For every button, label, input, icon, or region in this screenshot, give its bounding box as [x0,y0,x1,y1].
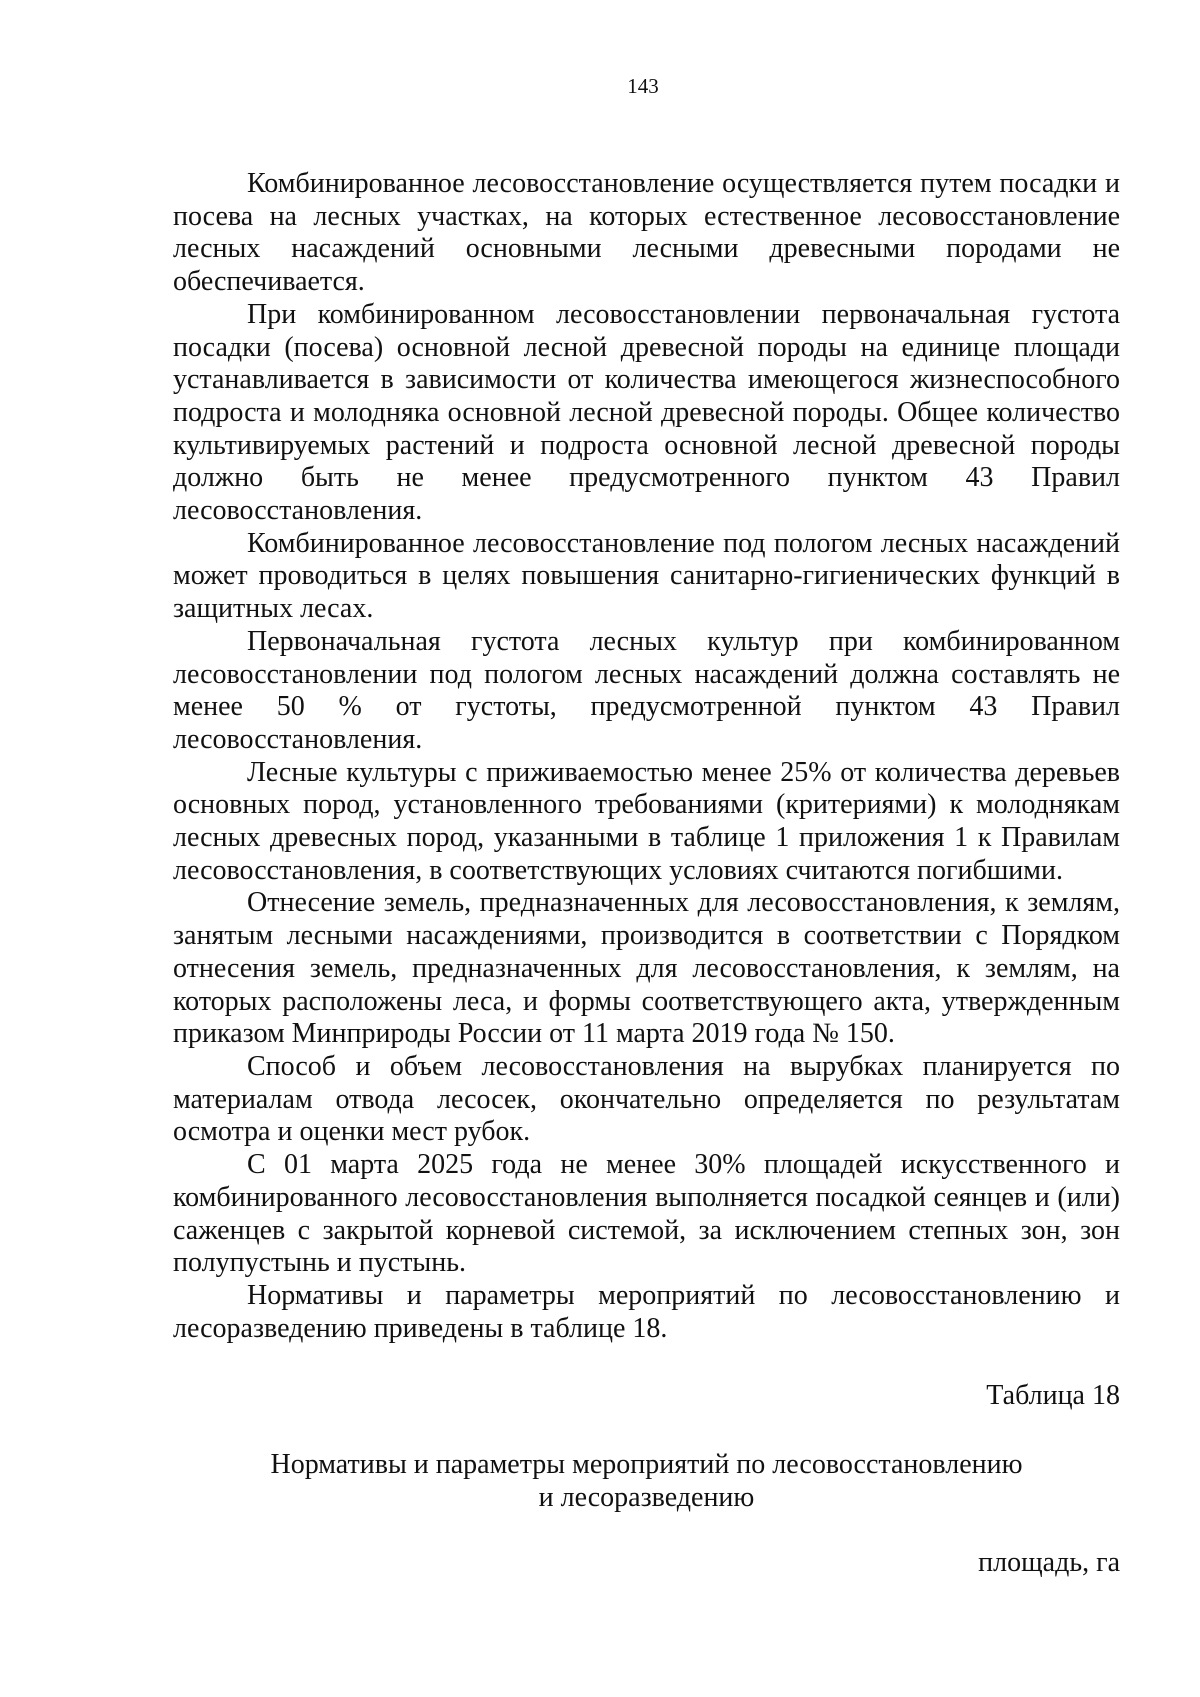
table-title-line-2: и лесоразведению [538,1482,755,1513]
paragraph-table-reference: Нормативы и параметры мероприятий по лесовосстановлению и лесоразведению приведены в таблице 18. [173,1279,1120,1344]
paragraph-closed-root-system: С 01 марта 2025 года не менее 30% площадей искусственного и комбинированного лесовосстановления выполняется посадкой сеянцев и (или) саженцев с закрытой корневой системой, за исключением степных зон, зон полупустынь и пустынь. [173,1149,1120,1279]
paragraph-land-classification: Отнесение земель, предназначенных для лесовосстановления, к землям, занятым лесными насаждениями, производится в соответствии с Порядком отнесения земель, предназначенных для лесовосстановления, к землям, на которых расположены леса, и формы соответствующего акта, утвержденным приказом Минприроды России от 11 марта 2019 года № 150. [173,887,1120,1050]
paragraph-combined-reforestation: Комбинированное лесовосстановление осуществляется путем посадки и посева на лесных участках, на которых естественное лесовосстановление лесных насаждений основными лесными древесными породами не обеспечивается. [173,168,1120,298]
paragraph-method-and-volume: Способ и объем лесовосстановления на вырубках планируется по материалам отвода лесосек, окончательно определяется по результатам осмотра и оценки мест рубок. [173,1050,1120,1148]
paragraph-under-canopy: Комбинированное лесовосстановление под пологом лесных насаждений может проводиться в целях повышения санитарно-гигиенических функций в защитных лесах. [173,527,1120,625]
table-label: Таблица 18 [986,1380,1120,1411]
paragraph-under-canopy-density: Первоначальная густота лесных культур при комбинированном лесовосстановлении под пологом лесных насаждений должна составлять не менее 50 % от густоты, предусмотренной пунктом 43 Правил лесовосстановления. [173,625,1120,755]
table-title-line-1: Нормативы и параметры мероприятий по лесовосстановлению [270,1449,1023,1480]
paragraph-survival-rate: Лесные культуры с приживаемостью менее 25% от количества деревьев основных пород, установленного требованиями (критериями) к молоднякам лесных древесных пород, указанными в таблице 1 приложения 1 к Правилам лесовосстановления, в соответствующих условиях считаются погибшими. [173,756,1120,886]
body-text [173,168,1120,1345]
table-title [173,1448,1120,1514]
paragraph-initial-density: При комбинированном лесовосстановлении первоначальная густота посадки (посева) основной лесной древесной породы на единице площади устанавливается в зависимости от количества имеющегося жизнеспособного подроста и молодняка основной лесной древесной породы. Общее количество культивируемых растений и подроста основной лесной древесной породы должно быть не менее предусмотренного пунктом 43 Правил лесовосстановления. [173,298,1120,527]
page-number: 143 [627,74,659,98]
unit-label: площадь, га [978,1547,1120,1578]
